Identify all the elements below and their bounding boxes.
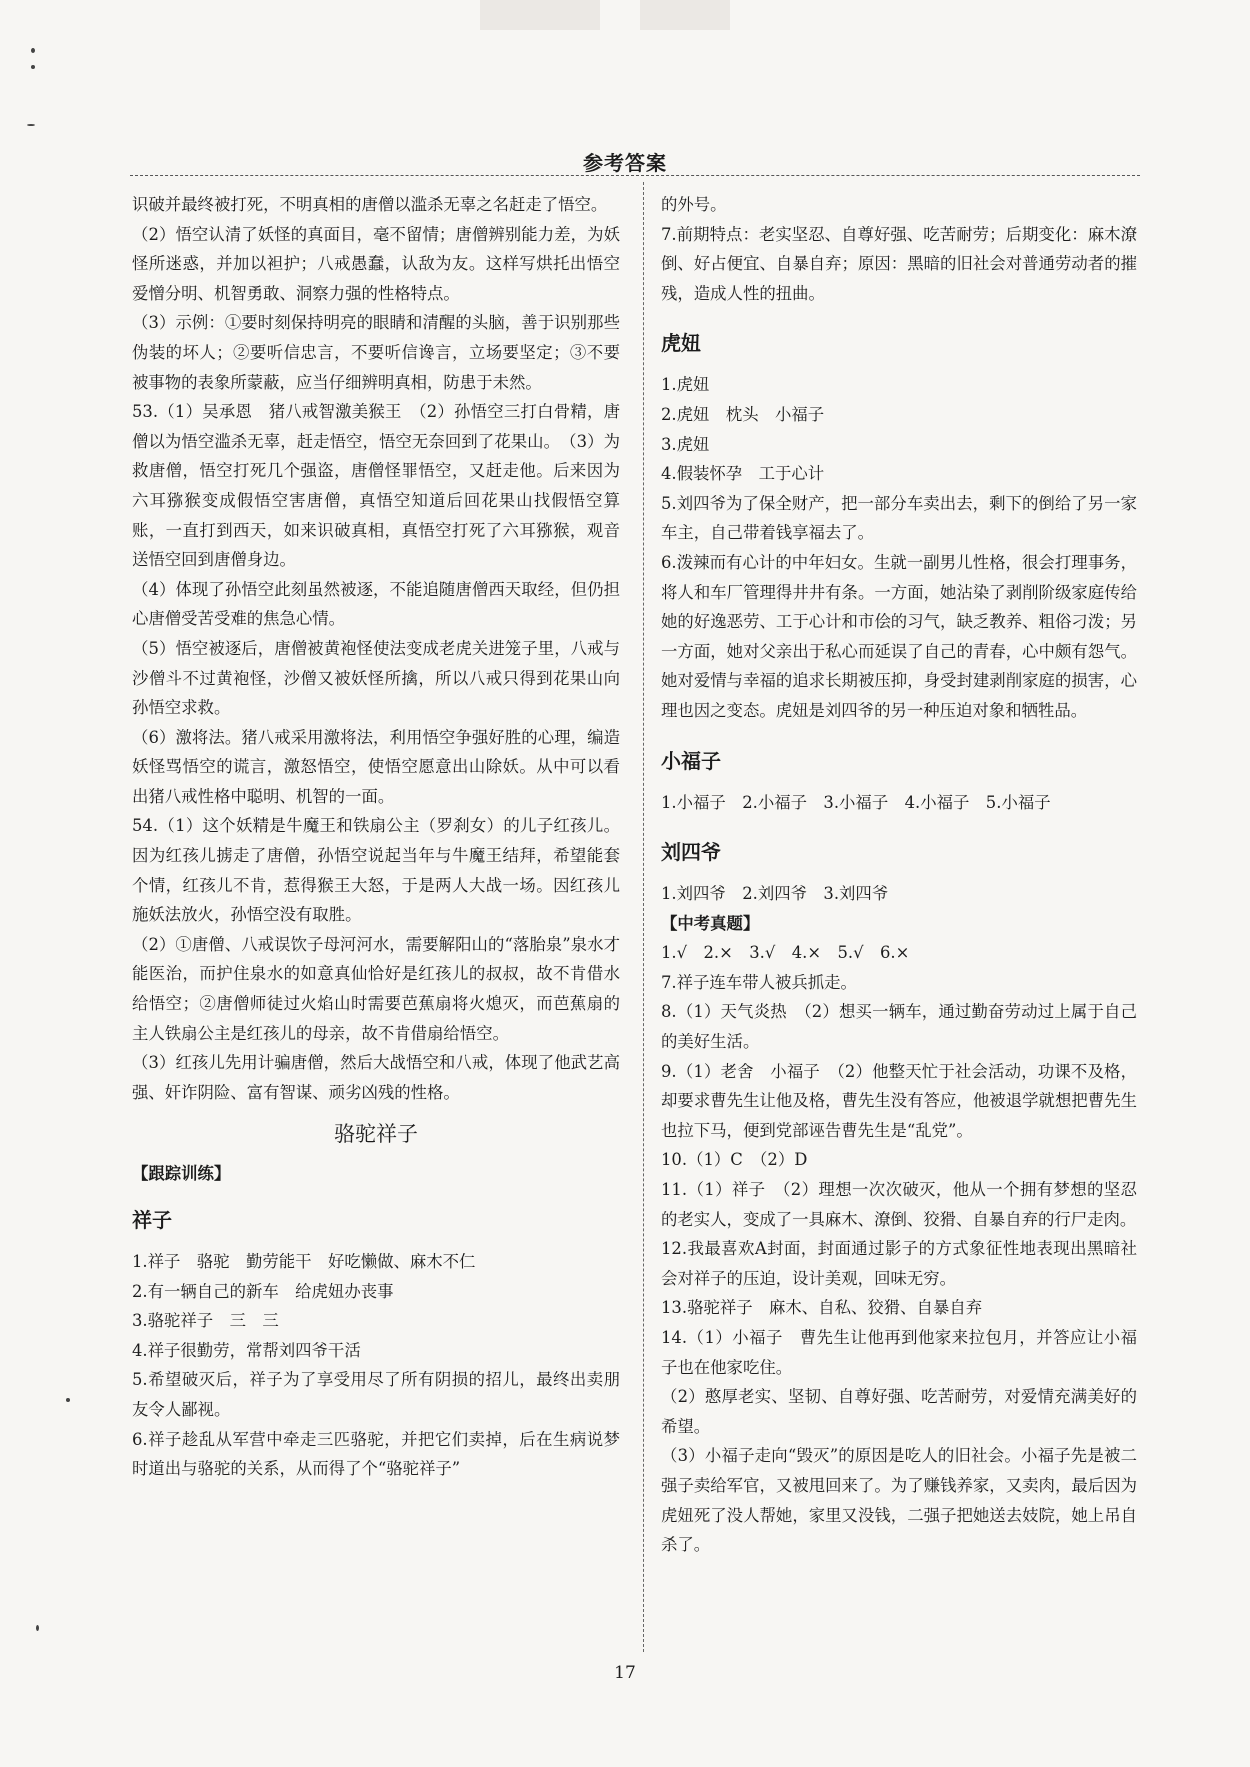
answer-item: 11.（1）祥子 （2）理想一次次破灭，他从一个拥有梦想的坚忍的老实人，变成了一具麻木、潦倒、狡猾、自暴自弃的行尸走肉。 — [661, 1180, 1137, 1229]
answer-item: 10.（1）C （2）D — [661, 1150, 808, 1170]
answer-item: 1.刘四爷 2.刘四爷 3.刘四爷 — [661, 884, 889, 904]
scan-speck — [36, 1625, 39, 1631]
answer-item: （2）憨厚老实、坚韧、自尊好强、吃苦耐劳，对爱情充满美好的希望。 — [661, 1387, 1137, 1436]
scan-speck — [27, 124, 35, 126]
scan-speck — [66, 1398, 70, 1402]
answer-item: 3.虎妞 — [661, 434, 710, 454]
answer-item: 5.刘四爷为了保全财产，把一部分车卖出去，剩下的倒给了另一家车主，自己带着钱享福去了。 — [661, 493, 1137, 543]
page-header-title: 参考答案 — [583, 151, 667, 175]
answer-item: 4.假装怀孕 工于心计 — [661, 464, 825, 484]
right-column — [661, 190, 1137, 1560]
section-heading-liusiye: 刘四爷 — [661, 840, 721, 865]
answer-item: 13.骆驼祥子 麻木、自私、狡猾、自暴自弃 — [661, 1298, 983, 1318]
answer-paragraph: （5）悟空被逐后，唐僧被黄袍怪使法变成老虎关进笼子里，八戒与沙僧斗不过黄袍怪，沙僧又被妖怪所擒，所以八戒只得到花果山向孙悟空求救。 — [132, 638, 620, 718]
answer-item: 1.小福子 2.小福子 3.小福子 4.小福子 5.小福子 — [661, 792, 1051, 812]
section-heading-xiaofuzi: 小福子 — [661, 748, 721, 773]
answer-paragraph: （2）悟空认清了妖怪的真面目，毫不留情；唐僧辨别能力差，为妖怪所迷惑，并加以袒护；八戒愚蠢，认敌为友。这样写烘托出悟空爱憎分明、机智勇敢、洞察力强的性格特点。 — [132, 224, 620, 303]
answer-item: 的外号。 — [661, 195, 727, 214]
answer-item: 14.（1）小福子 曹先生让他再到他家来拉包月，并答应让小福子也在他家吃住。 — [661, 1328, 1137, 1377]
scan-speck — [31, 48, 35, 53]
answer-item: 1.虎妞 — [661, 375, 710, 395]
section-label-training: 【跟踪训练】 — [132, 1164, 231, 1184]
header-divider — [130, 175, 1140, 176]
answer-item: （3）小福子走向“毁灭”的原因是吃人的旧社会。小福子先是被二强子卖给军官，又被甩回来了。为了赚钱养家，又卖肉，最后因为虎妞死了没人帮她，家里又没钱，二强子把她送去妓院，她上吊自杀了。 — [661, 1446, 1137, 1555]
answer-paragraph: （6）激将法。猪八戒采用激将法，利用悟空争强好胜的心理，编造妖怪骂悟空的谎言，激怒悟空，使悟空愿意出山除妖。从中可以看出猪八戒性格中聪明、机智的一面。 — [132, 727, 620, 806]
left-column — [132, 190, 620, 1484]
answer-item: 9.（1）老舍 小福子 （2）他整天忙于社会活动，功课不及格，却要求曹先生让他及格，曹先生没有答应，他被退学就想把曹先生也拉下马，便到党部诬告曹先生是“乱党”。 — [661, 1061, 1137, 1140]
answer-item: 1.祥子 骆驼 勤劳能干 好吃懒做、麻木不仁 — [132, 1252, 476, 1271]
page-number: 17 — [614, 1663, 636, 1683]
answer-item: 4.祥子很勤劳，常帮刘四爷干活 — [132, 1340, 361, 1360]
answer-item: 12.我最喜欢A封面，封面通过影子的方式象征性地表现出黑暗社会对祥子的压迫，设计美观，回味无穷。 — [661, 1239, 1137, 1288]
answer-item: 2.虎妞 枕头 小福子 — [661, 404, 825, 424]
answer-item: 3.骆驼祥子 三 三 — [132, 1311, 279, 1331]
answer-paragraph: （3）示例：①要时刻保持明亮的眼睛和清醒的头脑，善于识别那些伪装的坏人；②要听信忠言，不要听信谗言，立场要坚定；③不要被事物的表象所蒙蔽，应当仔细辨明真相，防患于未然。 — [132, 313, 620, 392]
answer-paragraph: 识破并最终被打死，不明真相的唐僧以滥杀无辜之名赶走了悟空。 — [132, 195, 608, 214]
chapter-title: 骆驼祥子 — [334, 1122, 418, 1147]
section-label-exam: 【中考真题】 — [661, 913, 760, 933]
scan-edge-band — [480, 0, 600, 30]
answer-item: 8.（1）天气炎热 （2）想买一辆车，通过勤奋劳动过上属于自己的美好生活。 — [661, 1002, 1137, 1052]
section-heading-xiangzi: 祥子 — [132, 1208, 172, 1232]
column-divider — [643, 182, 644, 1652]
answer-paragraph: （2）①唐僧、八戒误饮子母河河水，需要解阳山的“落胎泉”泉水才能医治，而护住泉水的如意真仙恰好是红孩儿的叔叔，故不肯借水给悟空；②唐僧师徒过火焰山时需要芭蕉扇将火熄灭，而芭蕉扇的主人铁扇公主是红孩儿的母亲，故不肯借扇给悟空。 — [132, 934, 620, 1043]
answer-paragraph: （3）红孩儿先用计骗唐僧，然后大战悟空和八戒，体现了他武艺高强、奸诈阴险、富有智谋、顽劣凶残的性格。 — [132, 1053, 620, 1102]
answer-item: 6.祥子趁乱从军营中牵走三匹骆驼，并把它们卖掉，后在生病说梦时道出与骆驼的关系，从而得了个“骆驼祥子” — [132, 1429, 620, 1479]
answer-paragraph: 54.（1）这个妖精是牛魔王和铁扇公主（罗刹女）的儿子红孩儿。因为红孩儿掳走了唐僧，孙悟空说起当年与牛魔王结拜，希望能套个情，红孩儿不肯，惹得猴王大怒，于是两人大战一场。因红孩儿施妖法放火，孙悟空没有取胜。 — [132, 816, 620, 925]
answer-paragraph: 53.（1）吴承恩 猪八戒智激美猴王 （2）孙悟空三打白骨精，唐僧以为悟空滥杀无辜，赶走悟空，悟空无奈回到了花果山。 （3）为救唐僧，悟空打死几个强盗，唐僧怪罪悟空，又赶走他。后来因为六耳猕猴变成假悟空害唐僧，真悟空知道后回花果山找假悟空算账，一直打到西天，如来识破真相，真悟空打死了六耳猕猴，观音送悟空回到唐僧身边。 — [132, 402, 620, 570]
answer-item: 5.希望破灭后，祥子为了享受用尽了所有阴损的招儿，最终出卖朋友令人鄙视。 — [132, 1370, 620, 1419]
answer-item: 2.有一辆自己的新车 给虎妞办丧事 — [132, 1281, 394, 1301]
section-heading-huniu: 虎妞 — [661, 331, 701, 356]
scan-speck — [31, 65, 35, 69]
answer-item: 1.√ 2.× 3.√ 4.× 5.√ 6.× — [661, 943, 910, 963]
answer-item: 7.前期特点：老实坚忍、自尊好强、吃苦耐劳；后期变化：麻木潦倒、好占便宜、自暴自弃；原因：黑暗的旧社会对普通劳动者的摧残，造成人性的扭曲。 — [661, 224, 1137, 303]
answer-item: 7.祥子连车带人被兵抓走。 — [661, 972, 857, 992]
answer-item: 6.泼辣而有心计的中年妇女。生就一副男儿性格，很会打理事务，将人和车厂管理得井井有条。一方面，她沾染了剥削阶级家庭传给她的好逸恶劳、工于心计和市侩的习气，缺乏教养、粗俗刁泼；另一方面，她对父亲出于私心而延误了自己的青春，心中颇有怨气。她对爱情与幸福的追求长期被压抑，身受封建剥削家庭的损害，心理也因之变态。虎妞是刘四爷的另一种压迫对象和牺牲品。 — [661, 552, 1137, 720]
scan-edge-band — [640, 0, 730, 30]
answer-paragraph: （4）体现了孙悟空此刻虽然被逐，不能追随唐僧西天取经，但仍担心唐僧受苦受难的焦急心情。 — [132, 579, 620, 629]
